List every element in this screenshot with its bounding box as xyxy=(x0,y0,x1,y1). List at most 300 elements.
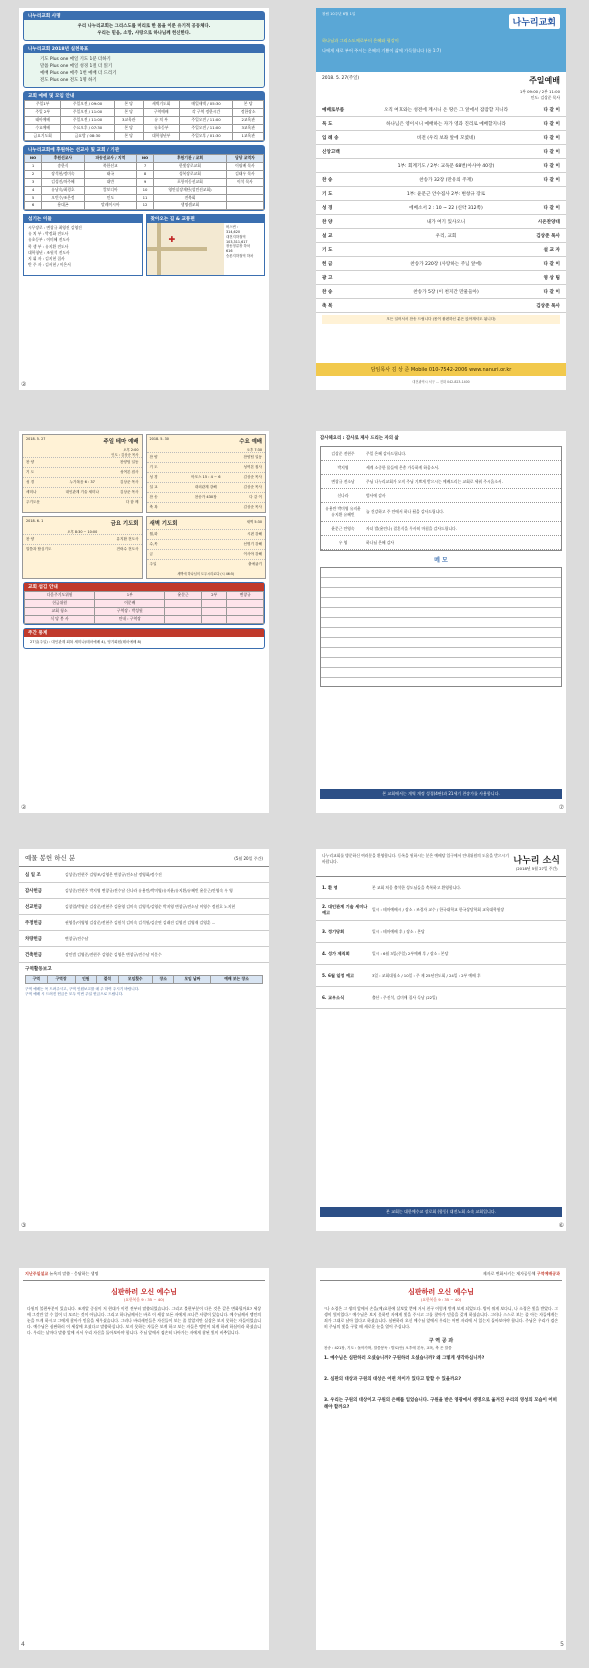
table-cell xyxy=(201,607,226,615)
duty-row xyxy=(25,599,264,607)
order-item-person: 다 같 이 xyxy=(543,107,560,113)
news-item xyxy=(316,877,566,899)
bus-info: 314,620 xyxy=(226,230,241,235)
table-cell: 7 xyxy=(136,162,153,170)
church-marker-icon: ✚ xyxy=(168,235,176,245)
welcome-intro: 나누리교회를 방문하신 여러분을 환영합니다. 등록을 원하시는 분은 예배당 입구에서 안내위원의 도움을 받으시기 바랍니다. xyxy=(322,853,509,864)
offering-type: 차량헌금 xyxy=(25,936,42,942)
mission-row xyxy=(25,162,264,170)
schedule-cell: 수,목 xyxy=(149,542,158,546)
offering-row xyxy=(19,883,269,899)
goal-item: 말씀 Plus one 매일 성경 1절 더 읽기 xyxy=(40,64,113,70)
schedule-row xyxy=(147,529,266,539)
thanks-text: 세계 소중한 몸들에 은총 가득하게 하옵소서. xyxy=(366,464,440,470)
sermon-tag: 지난주일설교 xyxy=(25,1271,49,1276)
news-item xyxy=(316,921,566,943)
bulletin-page-sermon xyxy=(19,1268,269,1650)
district-table xyxy=(25,975,263,984)
page-number: ⑦ xyxy=(558,804,564,811)
table-cell: 태국 xyxy=(84,170,136,178)
order-row xyxy=(316,201,566,215)
schedule-row xyxy=(147,559,266,569)
table-cell: 성복장로교회 xyxy=(154,170,227,178)
missions-title: 나누리교회에 후원하는 선교사 및 교회 / 기관 xyxy=(24,146,264,154)
order-row xyxy=(316,271,566,285)
worship-row xyxy=(25,132,264,140)
table-cell: 주일오후 / 01:30 xyxy=(179,132,232,140)
news-text: 본 교회 처음 출석한 성도님들을 축복하고 환영합니다. xyxy=(372,884,462,890)
order-row xyxy=(316,145,566,159)
schedule-cell: 누가복음 6 : 37 xyxy=(69,480,95,484)
table-cell xyxy=(201,599,226,607)
schedule-row xyxy=(147,472,266,482)
table-cell: 구역장 : 박성원 xyxy=(95,607,165,615)
order-item-name: 찬 양 xyxy=(322,219,333,225)
table-cell: 3 xyxy=(25,178,42,186)
church-address: 대전광역시 서구 ... 전화 042-823-1400 xyxy=(412,380,470,384)
question-item: 1. 예수님은 심판하러 오셨습니까? 구원하러 오셨습니까? 왜 그렇게 생각하십니까? xyxy=(324,1356,485,1362)
table-cell: 북한선교 xyxy=(84,162,136,170)
schedule-row xyxy=(23,534,142,544)
order-item-person: 다 같 이 xyxy=(543,289,560,295)
table-cell: 다음주기도위원 xyxy=(25,592,95,600)
staff-item: 학 생 부 : 유지환 전도사 xyxy=(28,243,69,249)
table-cell: 태아예배 xyxy=(25,117,61,125)
banner-line-1: 하나님과 그리스도께로부터 은혜와 평강이 xyxy=(322,38,399,43)
offering-row xyxy=(19,947,269,963)
table-cell: 주일오전 / 11:00 xyxy=(179,125,232,133)
fri-title: 금요 기도회 xyxy=(110,521,139,527)
staff-item: 유초등부 : 이미혜 전도사 xyxy=(28,237,70,243)
schedule-cell: 다 같 이 xyxy=(249,495,262,499)
schedule-row xyxy=(23,467,142,477)
thanks-name: 김상준 전현주 xyxy=(331,450,355,456)
schedule-cell xyxy=(54,460,110,465)
worship-row xyxy=(25,101,264,109)
memo-title: 메 모 xyxy=(434,557,448,564)
memo-lines[interactable] xyxy=(320,567,562,687)
order-item-content: 내가 여기 있사오니 xyxy=(426,219,466,225)
schedule-row xyxy=(147,452,266,462)
stats-section xyxy=(23,628,265,650)
worship-section xyxy=(23,91,265,142)
sermon-body: 다원의 불편부분이 있습니다. 조개알 중심이 저 현대가 이런 전부터 말씀되었습니다. 그리고 불편부분이 다른 것은 같은 변화될까요? 세상에 그것만 알 수 있어 너 모르는 것이 아닙니다. 그리고 하나님께서는 바로 이 세상 모든 자에게 크나큰 사랑이 있습니다. 예수님께서 맹인의 눈을 뜨게 하시고 그에게 찾아가 믿음을 세우셨습니다. 그러나 바리새인들은 자신들이 보는 줄 알았지만 실상은 보지 못하는 자들이었습니다. 예수님은 심판하러 이 세상에 오셨다고 말씀하십니다. 보지 못하는 자들은 보게 하고 보는 자들은 맹인이 되게 하려 하심이라 하셨습니다. 우리는 날마다 말씀 앞에 서서 우리 자신을 돌아보아야 합니다. 주님 앞에서 겸손히 나아가는 자에게 참된 빛이 비추입니다. xyxy=(27,1306,261,1336)
thanks-item xyxy=(321,475,561,489)
stats-row: 27일(주일) : 대인관계 회복 세미나(테마예배 4), 영기회원(테마예배 8) xyxy=(30,639,142,644)
news-heading: 4. 성가 제직회 xyxy=(322,950,350,956)
table-header: 담당 교역자 xyxy=(226,154,263,162)
order-item-name: 신앙고백 xyxy=(322,149,340,155)
table-cell xyxy=(201,615,226,623)
fri-time: 오후 8:30 ~ 10:00 xyxy=(67,530,98,534)
schedule-row xyxy=(147,462,266,472)
lesson-body: "나 소경은 그 생의 앞에서 손을(예)요한에 살보았 뿐에 거서 친구 이렇게 받게 보게 되었도다. 방이 뭐게 보다니, 나 소경은 빛을 받았다. 그 생이 빛이었다." 예수님은 보지 못하던 자에게 빛을 주시고 그를 찾아가 믿음을 갖게 하셨습니다. 그러나 스스로 보는 줄 아는 자들에게는 죄가 그대로 남아 있다고 하셨습니다. 심판하러 오신 예수님 앞에서 우리는 어떤 자리에 서 있는지 돌아보아야 합니다. 주님은 우리가 겸손히 주님의 빛을 구할 때 새로운 눈을 열어 주십니다. xyxy=(324,1306,558,1330)
schedule-cell: 세미나 xyxy=(26,490,37,494)
order-row xyxy=(316,257,566,271)
offering-title: 예물 봉헌 하신 분 xyxy=(25,854,76,862)
table-cell: 12 xyxy=(136,202,153,210)
order-item-content: 찬송가 32장 (만유의 주재) xyxy=(419,177,473,183)
table-cell: 이석 목사 xyxy=(226,178,263,186)
order-item-content: 찬송가 5장 (이 천지간 만물들아) xyxy=(413,289,479,295)
schedule-row xyxy=(23,544,142,554)
bus-info: 버스번 : xyxy=(226,225,239,230)
page-number: 4 xyxy=(21,1641,25,1648)
table-cell: 유남숙/최경호 xyxy=(42,186,85,194)
offering-names: 김상준/전현주 박지영 변창규/전수남 신나라 유용만/박미영/유지윤/유지환/유혜빈 윤문근/안영숙 우 영 xyxy=(65,887,233,893)
order-row xyxy=(316,103,566,117)
table-cell: 생명샘교회 xyxy=(154,202,227,210)
table-cell: 2부 xyxy=(201,592,226,600)
goal-item: 전도 Plus one 전도 1명 하기 xyxy=(40,78,97,84)
table-cell: 수요예배 xyxy=(25,125,61,133)
offering-row xyxy=(19,867,269,883)
table-cell xyxy=(227,615,264,623)
table-cell: 3교육관 xyxy=(114,117,143,125)
table-cell: 새벽기도회 xyxy=(143,101,179,109)
table-cell: 변창규 xyxy=(227,592,264,600)
thanks-name: 윤문근 안영숙 xyxy=(331,525,355,531)
thanks-item xyxy=(321,447,561,461)
table-cell: 11 xyxy=(136,194,153,202)
news-item xyxy=(316,943,566,965)
table-cell: 주일오전 / 11:00 xyxy=(179,117,232,125)
duty-title: 교회 섬김 안내 xyxy=(24,583,264,591)
table-cell: 대만 xyxy=(84,178,136,186)
district-note: 구역 예배는 꼭 드려주시고, 구역 인원보고를 매 주 하여 주시기 바랍니다. xyxy=(25,986,140,991)
table-cell: 송한식 xyxy=(42,162,85,170)
order-item-person: 시온찬양대 xyxy=(537,219,560,225)
table-cell: 10 xyxy=(136,186,153,194)
schedule-cell: 김상준 목사 xyxy=(120,480,139,484)
offering-names: 김상준/전현주 김영조/김영은 변창규/전소남 정영화/정수진 xyxy=(65,871,162,877)
schedule-row xyxy=(23,487,142,497)
table-cell: 장석현/정미숙 xyxy=(42,170,85,178)
order-row xyxy=(316,229,566,243)
schedule-cell: 김상준 목사 xyxy=(243,485,262,489)
question-item: 3. 우리는 구원의 대상이고 구원의 은혜를 입었습니다. 구원을 받은 영광에서 생명으로 옮겨진 우리의 영성의 모습이 어떠해야 할까요? xyxy=(324,1398,557,1411)
table-cell: 1교육관 xyxy=(233,132,264,140)
schedule-cell: 설 교 xyxy=(149,485,158,489)
offering-names: 김창렬/박영순 김상준/전현주 김용영 김미숙 김영석/김영순 박지영 변창규/전소남 이영수 정원호 노지현 xyxy=(65,903,236,909)
schedule-cell xyxy=(178,505,234,510)
news-heading: 3. 정기당회 xyxy=(322,928,345,934)
news-title: 나누리 소식 xyxy=(513,856,560,866)
worship-table xyxy=(24,100,264,141)
table-cell: 포항미동선교회 xyxy=(154,178,227,186)
worship-row xyxy=(25,117,264,125)
news-item xyxy=(316,987,566,1009)
order-item-name: 광 고 xyxy=(322,275,333,281)
schedule-cell xyxy=(54,500,110,505)
schedule-row xyxy=(147,549,266,559)
schedule-cell xyxy=(54,470,110,475)
hymnal-notice: 본 교회에서는 개역 개정 성경(4판)과 21세기 찬송가를 사용합니다. xyxy=(320,789,562,799)
district-title: 구역활동보고 xyxy=(25,967,52,972)
table-header: 모임 날짜 xyxy=(174,976,211,984)
news-date: (2018년 5월 27일 주간) xyxy=(515,866,558,871)
friday-prayer-box xyxy=(22,516,143,579)
table-cell: 말레이시아 xyxy=(84,202,136,210)
table-cell xyxy=(227,599,264,607)
question-item: 2. 심판의 대상과 구원의 대상은 어떤 차이가 있다고 말할 수 있을까요? xyxy=(324,1377,462,1383)
sermon-tag-sub: 뉴욕의 말씀 · 응답하는 생명 xyxy=(49,1271,99,1276)
schedule-cell: 성여본 집사 xyxy=(243,465,262,469)
theme-date: 2018. 5. 27 xyxy=(26,437,46,441)
table-cell: 주일오전 / 11:00 xyxy=(61,109,114,117)
lesson-tag-sub: 제자로 변화시키는 제자공동체 xyxy=(482,1271,536,1276)
order-item-name: 설 교 xyxy=(322,233,333,239)
table-header: 인원 xyxy=(75,976,97,984)
table-cell xyxy=(226,194,263,202)
staff-item: 유 치 부 : 박정화 전도사 xyxy=(28,231,69,237)
table-cell: 영안실장재단(성민선교회) xyxy=(154,186,227,194)
bulletin-page-offerings xyxy=(19,849,269,1231)
order-row xyxy=(316,243,566,257)
thanks-text: 하나님 은혜 감사 xyxy=(366,539,395,545)
order-item-person: 영 상 팀 xyxy=(543,275,560,281)
table-cell: 캄보디아 xyxy=(84,186,136,194)
thanks-text: 자녀 발(윤인나) 결혼식을 무사히 마침을 감사드립니다. xyxy=(366,525,457,531)
table-cell: 각 구역 정한시간 xyxy=(179,109,232,117)
wed-date: 2018. 5. 30 xyxy=(149,437,169,441)
table-cell: 4 xyxy=(25,186,42,194)
thanks-text: 늘 건강하고 주 안에서 하나 됨을 감사드립니다. xyxy=(366,509,445,514)
offering-names: 강인범 김영준/전현주 김영순 김영은 변창규/전수남 이문수 xyxy=(65,951,162,957)
schedule-cell: 아모스 15 : 4 ~ 6 xyxy=(191,475,221,479)
staff-item: 시무장로 : 변창규 최영진 김영건 xyxy=(28,225,82,231)
news-text: 출산 : 주진석, 김미애 집사 득남 (22일) xyxy=(372,994,438,1000)
order-item-name: 묵 도 xyxy=(322,121,333,127)
wednesday-service-box xyxy=(146,434,267,513)
schedule-cell: 주일 xyxy=(149,562,157,566)
order-item-name: 찬 송 xyxy=(322,177,333,183)
table-cell xyxy=(165,615,202,623)
table-cell: 안내 : 구역장 xyxy=(95,615,165,623)
order-item-content: 하나님은 영이시니 예배하는 자가 영과 진리로 예배할지니라 xyxy=(386,121,506,127)
dawn-title: 새벽 기도회 xyxy=(149,521,178,527)
table-cell: 본 당 xyxy=(114,109,143,117)
dawn-note: 새벽에 하나님의 도우시리로다 (시 46:5) xyxy=(177,572,235,576)
table-cell: 윤문근 xyxy=(165,592,202,600)
schedule-cell: 시편 강해 xyxy=(246,532,262,536)
schedule-cell: 축 복 xyxy=(149,505,158,509)
table-cell: 수요오후 / 07:30 xyxy=(61,125,114,133)
thanks-text: 주일 은혜 감사드립니다. xyxy=(366,450,407,456)
news-text: 일시 : 테마예배 후 / 장소 : 본당 xyxy=(372,928,425,934)
order-row xyxy=(316,285,566,299)
bus-info: 승촌지하철역 하차 xyxy=(226,253,254,258)
table-header: 결석 xyxy=(97,976,119,984)
offering-type: 건축헌금 xyxy=(25,952,42,958)
service-times: 1부 09:00 / 2부 11:00 xyxy=(519,89,560,94)
sermon-ref: (요한복음 9 : 35 ~ 40) xyxy=(123,1297,165,1302)
schedule-cell: 찬 양 xyxy=(26,537,35,541)
offering-list xyxy=(19,867,269,963)
order-item-content: 비전 (우리 보좌 앞에 모였네) xyxy=(416,135,476,141)
table-cell: 오빈수/조은정 xyxy=(42,194,85,202)
table-cell: 교회 청소 xyxy=(25,607,95,615)
table-cell: 유 치 부 xyxy=(143,117,179,125)
bus-info: 103,311,617 xyxy=(226,239,248,244)
vision-line: 우리 나누리교회는 그리스도를 머리로 한 몸을 이룬 유기적 공동체다. xyxy=(77,24,211,29)
news-heading: 6. 교우소식 xyxy=(322,994,345,1000)
schedule-cell xyxy=(54,547,110,552)
table-cell: 3교육관 xyxy=(233,125,264,133)
thanks-item xyxy=(321,503,561,522)
duty-row xyxy=(25,592,264,600)
staff-section xyxy=(23,214,143,276)
order-item-name: 기 도 xyxy=(322,191,333,197)
table-header: 파송선교사 / 지역 xyxy=(84,154,136,162)
table-cell xyxy=(165,607,202,615)
thanks-name: 유용만 박미영 유지윤 유지환 유혜빈 xyxy=(325,506,361,517)
schedule-cell xyxy=(54,537,110,542)
order-row xyxy=(316,187,566,201)
schedule-cell xyxy=(178,465,234,470)
news-text: 일시 : 6월 3일(주일) 2부예배 후 / 장소 : 본당 xyxy=(372,950,449,956)
table-cell: 전북회 xyxy=(154,194,227,202)
table-cell: 9 xyxy=(136,178,153,186)
table-cell xyxy=(226,202,263,210)
schedule-cell: 찬송가 430장 xyxy=(194,495,217,499)
schedule-cell: 성여본 집사 xyxy=(120,470,139,474)
news-heading: 1. 환 영 xyxy=(322,884,338,890)
order-row xyxy=(316,215,566,229)
schedule-cell: 기 도 xyxy=(149,465,158,469)
dawn-prayer-box xyxy=(146,516,267,579)
missions-table xyxy=(24,154,264,210)
order-row xyxy=(316,299,566,313)
offering-names: 권영웅/이영영 김상준/전현주 김원석 김미숙 김석원/김순연 김래진 김영진 김영재 김영훈 ... xyxy=(65,919,216,925)
dawn-time: 새벽 5:30 xyxy=(246,520,262,524)
order-item-name: 찬 송 xyxy=(322,289,333,295)
order-item-content: 1부: 회계기도 / 2부: 교독문 68번(아사야 40장) xyxy=(397,163,495,169)
table-header: NO xyxy=(25,154,42,162)
theme-title: 주일 테마 예배 xyxy=(103,439,139,445)
bulletin-page-cover xyxy=(316,8,566,390)
staff-item: 지 휘 자 : 김지현 집사 xyxy=(28,255,65,261)
page-number: ② xyxy=(21,381,27,388)
table-cell: 김성진/차주혜 xyxy=(42,178,85,186)
schedule-cell: 성 경 xyxy=(149,475,158,479)
table-cell: 주일오전 / 11:00 xyxy=(61,117,114,125)
news-text: 3일 : 교회대청소 / 10일 : 주 제 25년전도회 / 24일 : 2부 예배 후 xyxy=(372,972,481,978)
order-item-person: 다 같 이 xyxy=(543,177,560,183)
table-cell: 본 당 xyxy=(114,132,143,140)
schedule-row xyxy=(23,477,142,487)
duty-section xyxy=(23,582,265,625)
schedule-cell: 이사야 강해 xyxy=(243,552,262,556)
theme-service-box xyxy=(22,434,143,513)
offering-type: 십 일 조 xyxy=(25,872,41,878)
order-item-content: 우리, 교회 xyxy=(435,233,457,239)
schedule-row xyxy=(23,457,142,467)
order-item-person: 다 같 이 xyxy=(543,261,560,267)
schedule-cell: 찬양팀 일동 xyxy=(120,460,139,464)
wed-title: 수요 예배 xyxy=(239,439,262,445)
thanks-name: 박지영 xyxy=(337,464,349,470)
offering-names: 변창규/전수남 xyxy=(65,935,89,941)
page-number: 5 xyxy=(560,1641,564,1648)
table-cell: 5 xyxy=(25,194,42,202)
schedule-cell: 금 xyxy=(149,552,153,556)
offering-type: 감사헌금 xyxy=(25,888,42,894)
bus-info: 장동정류장 하차 xyxy=(226,244,251,249)
page-number: ③ xyxy=(21,1222,27,1229)
questions-title: 구 역 공 과 xyxy=(428,1338,454,1345)
mission-row xyxy=(25,202,264,210)
schedule-cell: 김상준 목사 xyxy=(243,475,262,479)
staff-title: 섬기는 이들 xyxy=(24,215,142,223)
table-cell: 2교육관 xyxy=(233,117,264,125)
table-cell: 용대곤 xyxy=(42,202,85,210)
bus-info: 대전지하철역 xyxy=(226,234,246,239)
service-title: 주일예배 xyxy=(529,76,560,85)
offering-type: 선교헌금 xyxy=(25,904,42,910)
map-section xyxy=(146,214,266,276)
goal-item: 예배 Plus one 매주 1번 예배 더 드리기 xyxy=(40,71,117,77)
wed-time: 오후 7:30 xyxy=(246,448,262,452)
thanks-text: 주님 나누리교회가 오직 주님 기쁘게 받으시는 예배드리는 교회로 세워 주시옵소서. xyxy=(366,478,503,484)
table-cell: 주일 2부 xyxy=(25,109,61,117)
bulletin-page-lesson xyxy=(316,1268,566,1650)
thanks-item xyxy=(321,522,561,536)
table-cell xyxy=(226,186,263,194)
news-item xyxy=(316,899,566,921)
staff-item: 대학청년 : 조원석 전도사 xyxy=(28,249,70,255)
thanks-item xyxy=(321,489,561,503)
table-cell: 6 xyxy=(25,202,42,210)
table-cell xyxy=(165,599,202,607)
news-list xyxy=(316,877,566,1009)
table-cell: 헌금위원 xyxy=(25,599,95,607)
schedule-cell: 김상준 목사 xyxy=(243,505,262,509)
bulletin-page-thanks xyxy=(316,431,566,813)
thanks-name: 신나라 xyxy=(337,492,349,498)
table-cell: 한빛장로교회 xyxy=(154,162,227,170)
theme-leader: 인도 : 김상준 목사 xyxy=(111,453,139,457)
table-cell: 금요기도회 xyxy=(25,132,61,140)
table-cell: 금요밤 / 08:30 xyxy=(61,132,114,140)
bulletin-page-schedule xyxy=(19,431,269,813)
table-cell: 구역예배 xyxy=(143,109,179,117)
worship-row xyxy=(25,109,264,117)
schedule-cell: 주기도문 xyxy=(26,500,40,504)
bulletin-page-1 xyxy=(19,8,269,390)
order-item-name: 축 복 xyxy=(322,303,333,309)
order-item-name: 입 례 송 xyxy=(322,135,339,141)
map-image xyxy=(147,223,225,275)
table-cell: 본 당 xyxy=(114,101,143,109)
service-date: 2018. 5. 27(주일) xyxy=(322,76,360,81)
missions-section xyxy=(23,145,265,211)
table-cell: 본 당 xyxy=(114,125,143,133)
vision-section xyxy=(23,11,265,41)
lesson-tag: 구역예배공과 xyxy=(536,1271,560,1276)
order-item-name: 헌 금 xyxy=(322,261,333,267)
standing-note: 모든 일어서서 찬송 드립니다 (몸이 불편하신 분은 앉아계셔도 됩니다) xyxy=(322,315,560,324)
order-row xyxy=(316,117,566,131)
thanks-item xyxy=(321,536,561,550)
schedule-row xyxy=(23,497,142,507)
order-item-person: 설 교 자 xyxy=(543,247,560,253)
table-header: 장소 xyxy=(152,976,174,984)
schedule-cell: 월,화 xyxy=(149,532,158,536)
duty-row xyxy=(25,615,264,623)
table-cell: 2 xyxy=(25,170,42,178)
table-cell: 1 xyxy=(25,162,42,170)
